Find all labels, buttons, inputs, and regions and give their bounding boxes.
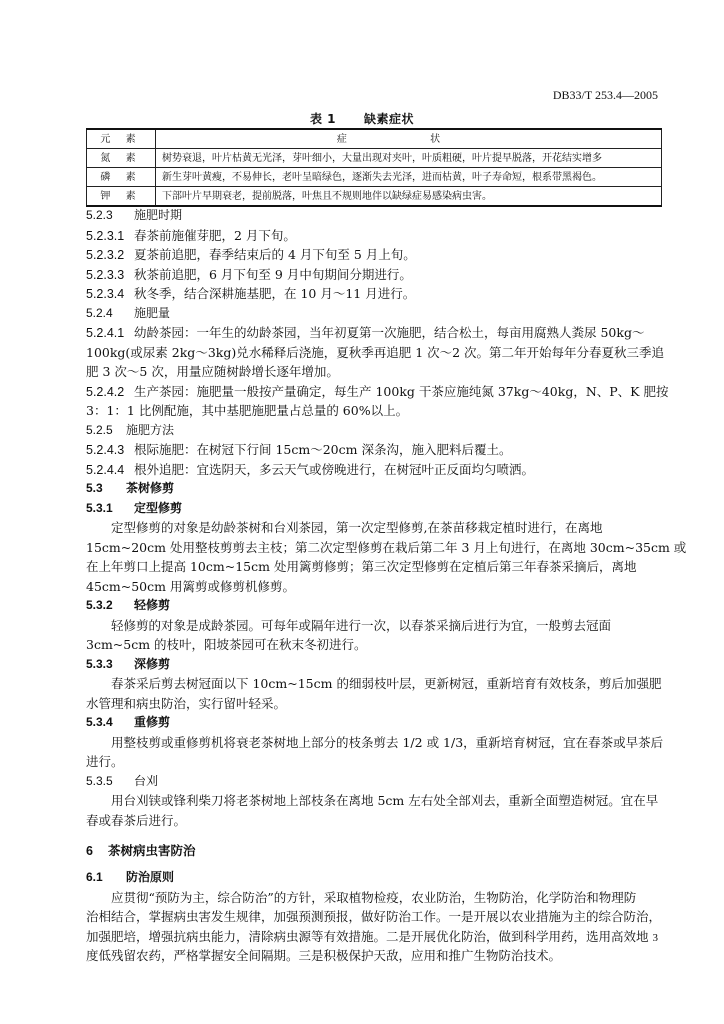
standard-number: DB33/T 253.4—2005 [552, 88, 658, 102]
clause-text: 夏茶前追肥，春季结束后的 4 月下旬至 5 月上旬。 [134, 247, 416, 262]
section-number: 5.3.3 [86, 656, 113, 671]
clause-5-2-4-1 [86, 323, 662, 343]
document-body [86, 206, 687, 966]
paragraph-line: 100kg(或尿素 2kg～3kg)兑水稀释后浇施，夏秋季再追肥 1 次～2 次。第二年开始每年分春夏秋三季追 [86, 344, 665, 360]
section-number: 5.3.1 [86, 500, 113, 515]
symptom-cell: 树势衰退，叶片枯黄无光泽，芽叶细小，大量出现对夹叶，叶质粗硬，叶片提早脱落，开花结实增多 [156, 149, 662, 168]
heading-5-3-3 [86, 655, 662, 675]
heading-5-3-5 [86, 772, 662, 792]
clause-text: 根际施肥：在树冠下行间 15cm～20cm 深条沟，施入肥料后覆土。 [134, 442, 512, 457]
clause-5-2-3-3 [86, 265, 662, 285]
deficiency-table [86, 128, 662, 207]
paragraph-line: 3cm~5cm 的枝叶，阳坡茶园可在秋末冬初进行。 [86, 637, 367, 652]
section-title: 防治原则 [126, 870, 175, 884]
heading-5-3-2 [86, 596, 662, 616]
section-title: 定型修剪 [134, 500, 183, 515]
table-title [0, 110, 724, 127]
section-title: 施肥方法 [126, 422, 175, 437]
paragraph-line: 治相结合，掌握病虫害发生规律，加强预测预报，做好防治工作。一是开展以农业措施为主的综合防治， [86, 909, 662, 924]
section-number: 5.3.5 [86, 773, 113, 788]
section-title: 施肥量 [134, 305, 171, 320]
paragraph-line: 在上年剪口上提高 10cm~15cm 处用篱剪修剪；第三次定型修剪在定植后第三年春茶采摘后，离地 [86, 559, 637, 574]
section-number: 5.2.4 [86, 305, 113, 320]
heading-5-2-4 [86, 304, 662, 324]
header-symptom: 症 状 [156, 129, 662, 149]
clause-number: 5.2.4.3 [86, 443, 125, 457]
section-number: 5.2.3 [86, 208, 113, 222]
paragraph-line: 春茶采后剪去树冠面以下 10cm~15cm 的细弱枝叶层，更新树冠，重新培育有效枝条，剪后加强肥 [111, 676, 662, 691]
element-cell: 磷 素 [87, 168, 156, 187]
paragraph-line: 肥 3 次～5 次，用量应随树龄增长逐年增加。 [86, 364, 339, 379]
clause-text: 春茶前施催芽肥，2 月下旬。 [134, 227, 296, 243]
paragraph-line: 度低残留农药，严格掌握安全间隔期。三是积极保护天敌，应用和推广生物防治技术。 [86, 948, 562, 963]
heading-5-2-3 [86, 206, 662, 226]
clause-5-2-4-4 [86, 460, 662, 480]
section-title: 重修剪 [134, 715, 171, 729]
clause-5-2-3-1 [86, 226, 662, 246]
clause-number: 5.2.4.2 [86, 384, 125, 399]
section-number: 5.2.5 [86, 422, 113, 437]
paragraph-line: 春或春茶后进行。 [86, 812, 187, 828]
paragraph-line: 用台刈铗或锋利柴刀将老茶树地上部枝条在离地 5cm 左右处全部刈去，重新全面塑造树冠。宜在早 [111, 793, 659, 808]
section-gap [86, 830, 662, 840]
clause-number: 5.2.3.3 [86, 267, 125, 282]
paragraph-line: 45cm~50cm 用篱剪或修剪机修剪。 [86, 578, 295, 594]
clause-text: 秋冬季，结合深耕施基肥，在 10 月～11 月进行。 [134, 286, 416, 301]
clause-number: 5.2.4.4 [86, 462, 125, 477]
clause-number: 5.2.3.2 [86, 248, 125, 262]
section-title: 施肥时期 [134, 208, 183, 222]
element-cell: 氮 素 [87, 149, 156, 168]
paragraph-line: 应贯彻“预防为主，综合防治”的方针，采取植物检疫，农业防治，生物防治，化学防治和物理防 [111, 889, 637, 905]
section-number: 6 [86, 844, 93, 858]
section-title: 台刈 [134, 773, 159, 788]
section-title: 茶树修剪 [126, 481, 175, 495]
table-row [87, 187, 662, 207]
clause-5-2-4-2 [86, 382, 669, 402]
heading-5-2-5 [86, 421, 662, 441]
section-title: 深修剪 [134, 656, 171, 671]
page-number: 3 [652, 932, 658, 944]
clause-5-2-3-2 [86, 245, 662, 265]
section-number: 5.3.2 [86, 598, 113, 612]
section-title: 轻修剪 [134, 598, 171, 612]
table-row [87, 149, 662, 168]
paragraph-line: 轻修剪的对象是成龄茶园。可每年或隔年进行一次，以春茶采摘后进行为宜，一般剪去冠面 [111, 617, 612, 633]
table-number: 表 1 [309, 112, 336, 126]
heading-5-3-1 [86, 499, 662, 519]
paragraph-line: 加强肥培，增强抗病虫能力，清除病虫源等有效措施。二是开展优化防治，做到科学用药，选用高效地 [86, 928, 649, 944]
heading-5-3 [86, 479, 662, 499]
heading-5-3-4 [86, 713, 662, 733]
paragraph-line: 15cm~20cm 处用整枝剪剪去主枝；第二次定型修剪在栽后第二年 3 月上旬进行，在离地 30cm~35cm 或 [86, 539, 687, 555]
clause-text: 根外追肥：宜选阴天，多云天气或傍晚进行，在树冠叶正反面均匀喷洒。 [134, 461, 535, 477]
table-header-row [87, 129, 662, 149]
symptom-cell: 下部叶片早期衰老，提前脱落，叶焦且不规则地伴以缺绿症易感染病虫害。 [156, 187, 662, 207]
symptom-cell: 新生芽叶黄瘦，不易伸长，老叶呈暗绿色，逐渐失去光泽，进而枯黄，叶子寿命短，根系带黑褐色。 [156, 168, 662, 187]
section-title: 茶树病虫害防治 [108, 843, 196, 858]
section-number: 5.3 [86, 481, 103, 495]
heading-6 [86, 840, 662, 862]
clause-text: 生产茶园：施肥量一般按产量确定，每生产 100kg 干茶应施纯氮 37kg～40kg，N、P、K 肥按 [134, 383, 669, 399]
table-caption: 缺素症状 [364, 112, 415, 126]
element-cell: 钾 素 [87, 187, 156, 207]
clause-text: 幼龄茶园：一年生的幼龄茶园，当年初夏第一次施肥，结合松土，每亩用腐熟人粪尿 50kg～ [134, 325, 645, 340]
clause-5-2-3-4 [86, 284, 662, 304]
header-element: 元 素 [87, 129, 156, 149]
clause-number: 5.2.3.1 [86, 228, 125, 243]
table-row [87, 168, 662, 187]
section-number: 5.3.4 [86, 715, 113, 729]
clause-number: 5.2.3.4 [86, 287, 125, 301]
heading-6-1 [86, 868, 662, 888]
clause-text: 秋茶前追肥，6 月下旬至 9 月中旬期间分期进行。 [134, 266, 412, 282]
paragraph-line: 定型修剪的对象是幼龄茶树和台刈茶园，第一次定型修剪,在茶苗移栽定植时进行，在离地 [111, 520, 603, 535]
paragraph-line: 进行。 [86, 754, 124, 769]
paragraph-line: 水管理和病虫防治，实行留叶轻采。 [86, 695, 287, 711]
clause-5-2-4-3 [86, 440, 662, 460]
clause-number: 5.2.4.1 [86, 326, 125, 340]
section-number: 6.1 [86, 870, 103, 884]
paragraph-line: 用整枝剪或重修剪机将衰老茶树地上部分的枝条剪去 1/2 或 1/3，重新培育树冠，宜在春茶或早茶后 [111, 734, 664, 750]
paragraph-line: 3：1：1 比例配施，其中基肥施肥量占总量的 60%以上。 [86, 403, 409, 418]
